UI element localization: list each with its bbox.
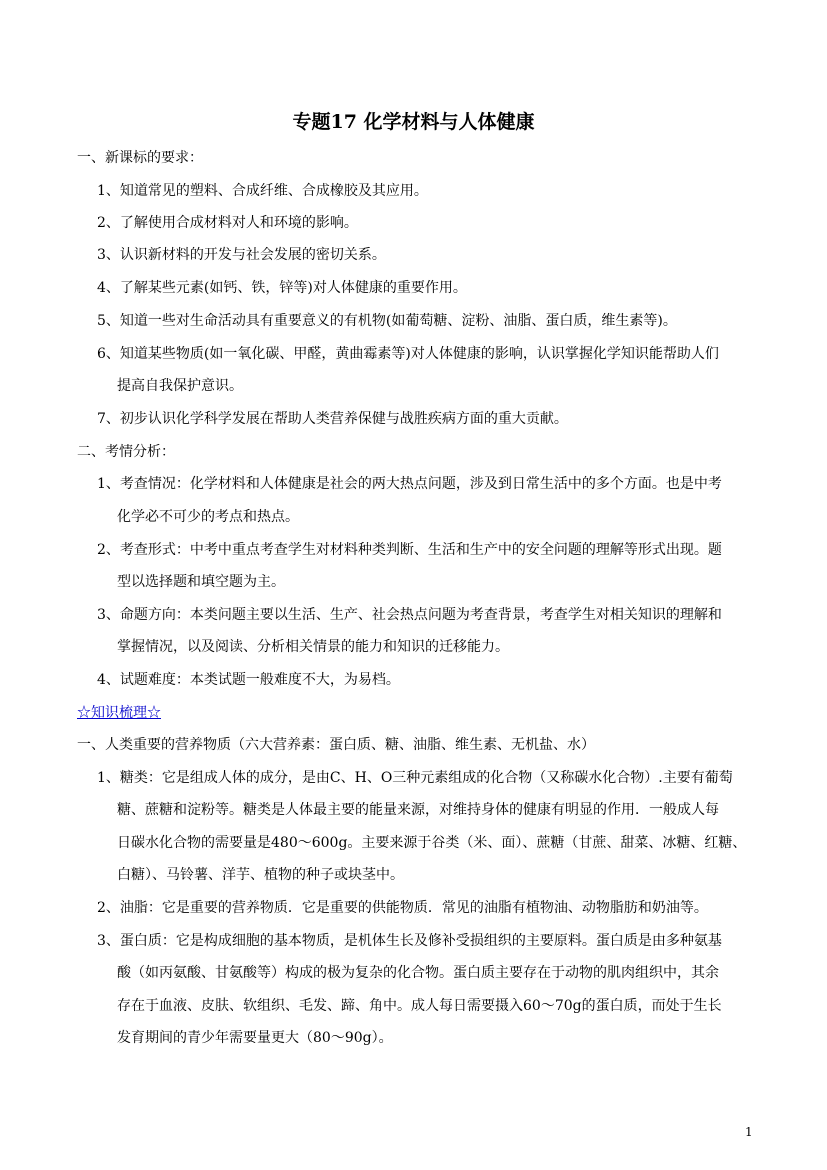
list-item: 3、蛋白质：它是构成细胞的基本物质，是机体生长及修补受损组织的主要原料。蛋白质是由多种氨基 xyxy=(97,933,722,949)
list-item: 1、糖类：它是组成人体的成分，是由C、H、O三种元素组成的化合物（又称碳水化合物）.主要有葡萄 xyxy=(97,770,733,786)
list-item: 1、考查情况：化学材料和人体健康是社会的两大热点问题，涉及到日常生活中的多个方面。也是中考 xyxy=(97,476,722,492)
list-item-continuation: 存在于血液、皮肤、软组织、毛发、蹄、角中。成人每日需要摄入60～70g的蛋白质，而处于生长 xyxy=(117,998,722,1014)
knowledge-summary-link[interactable]: ☆知识梳理☆ xyxy=(77,705,161,721)
list-item: 1、知道常见的塑料、合成纤维、合成橡胶及其应用。 xyxy=(97,183,428,199)
section-heading-analysis: 二、考情分析： xyxy=(77,444,175,460)
list-item: 7、初步认识化学科学发展在帮助人类营养保健与战胜疾病方面的重大贡献。 xyxy=(97,411,568,427)
list-item-continuation: 发育期间的青少年需要量更大（80～90g）。 xyxy=(117,1030,393,1046)
section-heading-nutrients: 一、人类重要的营养物质（六大营养素：蛋白质、糖、油脂、维生素、无机盐、水） xyxy=(77,737,595,753)
list-item-continuation: 白糖）、马铃薯、洋芋、植物的种子或块茎中。 xyxy=(117,867,404,883)
list-item: 5、知道一些对生命活动具有重要意义的有机物(如葡萄糖、淀粉、油脂、蛋白质，维生素等)。 xyxy=(97,313,677,329)
list-item: 2、油脂：它是重要的营养物质．它是重要的供能物质．常见的油脂有植物油、动物脂肪和奶油等。 xyxy=(97,900,708,916)
list-item-continuation: 提高自我保护意识。 xyxy=(117,378,243,394)
list-item-continuation: 掌握情况，以及阅读、分析相关情景的能力和知识的迁移能力。 xyxy=(117,639,509,655)
list-item-continuation: 型以选择题和填空题为主。 xyxy=(117,574,285,590)
list-item: 4、了解某些元素(如钙、铁，锌等)对人体健康的重要作用。 xyxy=(97,280,467,296)
list-item-continuation: 糖、蔗糖和淀粉等。糖类是人体最主要的能量来源，对维持身体的健康有明显的作用．一般成人每 xyxy=(117,802,719,818)
list-item: 4、试题难度：本类试题一般难度不大，为易档。 xyxy=(97,672,400,688)
list-item: 2、考查形式：中考中重点考查学生对材料种类判断、生活和生产中的安全问题的理解等形式出现。题 xyxy=(97,542,722,558)
page-title: 专题17 化学材料与人体健康 xyxy=(292,111,535,133)
list-item-continuation: 酸（如丙氨酸、甘氨酸等）构成的极为复杂的化合物。蛋白质主要存在于动物的肌肉组织中，其余 xyxy=(117,965,719,981)
list-item-continuation: 化学必不可少的考点和热点。 xyxy=(117,509,299,525)
section-heading-requirements: 一、新课标的要求： xyxy=(77,150,203,166)
list-item: 6、知道某些物质(如一氧化碳、甲醛，黄曲霉素等)对人体健康的影响，认识掌握化学知识能帮助人们 xyxy=(97,346,719,362)
page-number: 1 xyxy=(745,1125,753,1139)
list-item: 2、了解使用合成材料对人和环境的影响。 xyxy=(97,215,358,231)
list-item: 3、认识新材料的开发与社会发展的密切关系。 xyxy=(97,247,386,263)
list-item-continuation: 日碳水化合物的需要量是480～600g。主要来源于谷类（米、面）、蔗糖（甘蔗、甜菜、冰糖、红糖、 xyxy=(117,835,747,851)
list-item: 3、命题方向：本类问题主要以生活、生产、社会热点问题为考查背景，考查学生对相关知识的理解和 xyxy=(97,607,722,623)
